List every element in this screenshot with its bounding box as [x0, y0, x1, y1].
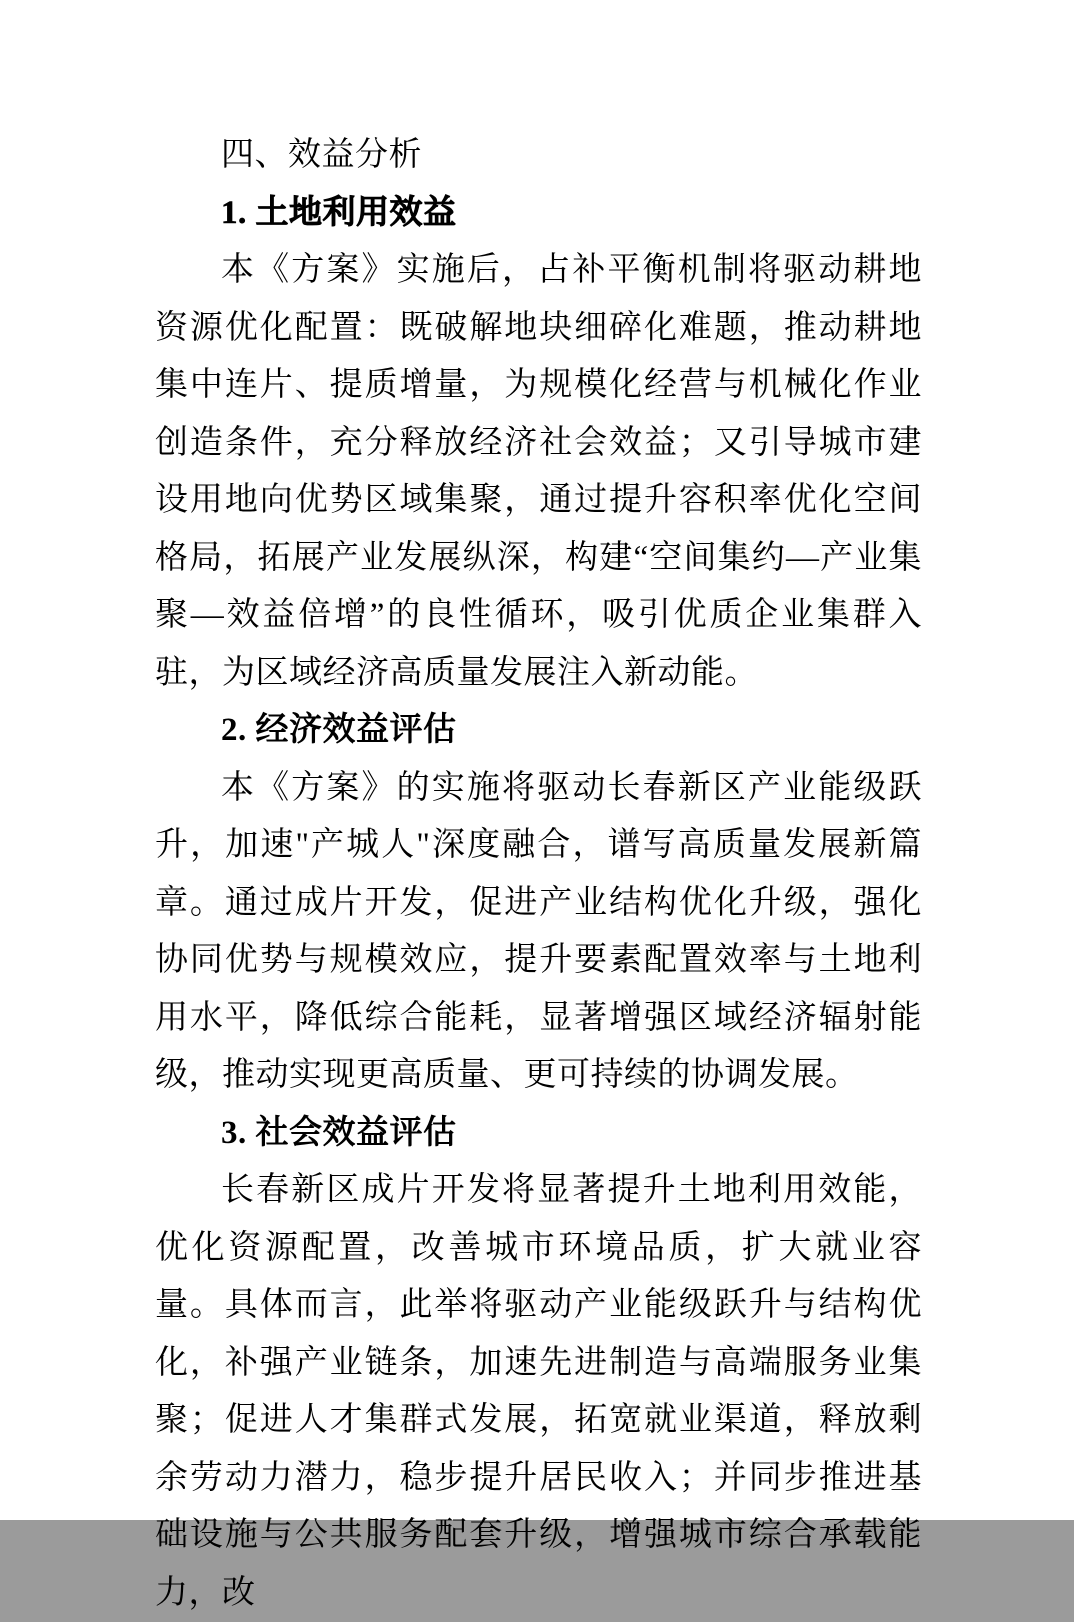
subsection-heading-economic: 2. 经济效益评估	[221, 712, 457, 748]
subsection-heading-social: 3. 社会效益评估	[221, 1114, 457, 1151]
subsection-heading-land-use: 1. 土地利用效益	[221, 194, 457, 231]
section-heading: 四、效益分析	[221, 137, 422, 173]
document-body	[155, 127, 922, 1622]
paragraph-land-use: 本《方案》实施后，占补平衡机制将驱动耕地资源优化配置：既破解地块细碎化难题，推动耕地集中连片、提质增量，为规模化经营与机械化作业创造条件，充分释放经济社会效益；又引导城市建设用地向优势区域集聚，通过提升容积率优化空间格局，拓展产业发展纵深，构建“空间集约—产业集聚—效益倍增”的良性循环，吸引优质企业集群入驻，为区域经济高质量发展注入新动能。	[155, 252, 922, 691]
paragraph-economic: 本《方案》的实施将驱动长春新区产业能级跃升，加速"产城人"深度融合，谱写高质量发展新篇章。通过成片开发，促进产业结构优化升级，强化协同优势与规模效应，提升要素配置效率与土地利用水平，降低综合能耗，显著增强区域经济辐射能级，推动实现更高质量、更可持续的协调发展。	[155, 769, 922, 1093]
paragraph-social: 长春新区成片开发将显著提升土地利用效能，优化资源配置，改善城市环境品质，扩大就业容量。具体而言，此举将驱动产业能级跃升与结构优化，补强产业链条，加速先进制造与高端服务业集聚；促进人才集群式发展，拓宽就业渠道，释放剩余劳动力潜力，稳步提升居民收入；并同步推进基础设施与公共服务配套升级，增强城市综合承载能力，改	[155, 1172, 922, 1611]
